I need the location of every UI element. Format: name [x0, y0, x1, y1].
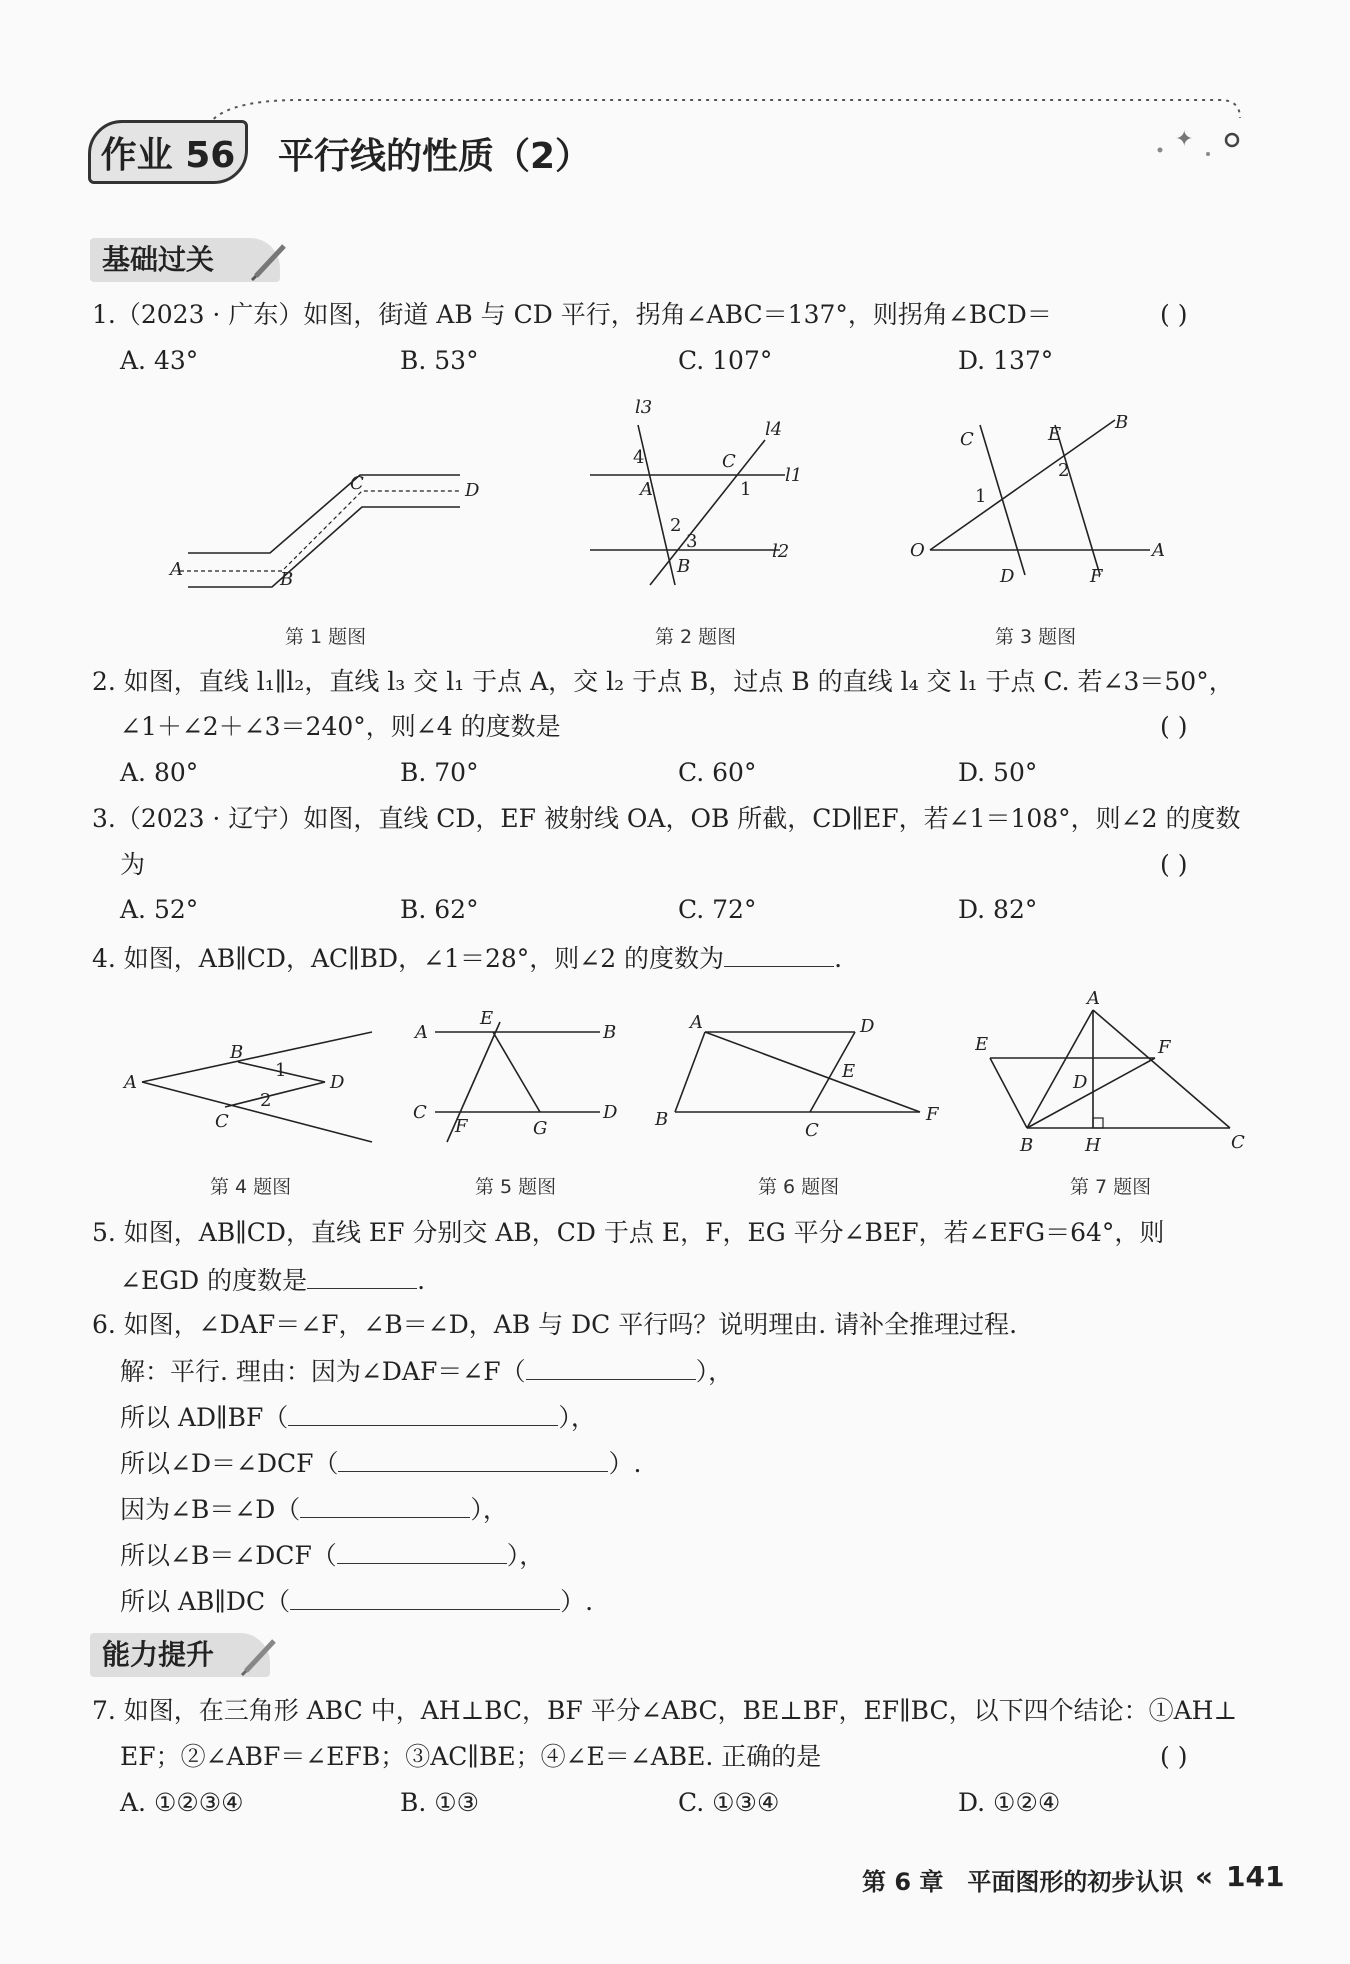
fig1-caption: 第 1 题图 [285, 626, 367, 648]
fig5-caption: 第 5 题图 [475, 1176, 557, 1198]
q6-step-1-blank[interactable] [526, 1353, 696, 1380]
q6-step-4-end: ）， [470, 1495, 508, 1524]
q6-step-5-text: 所以∠B＝∠DCF（ [120, 1541, 337, 1570]
q7-option-b: B. ①③ [400, 1788, 480, 1817]
q6-step-1 [120, 1353, 733, 1389]
fig3-label-e: E [1048, 424, 1062, 445]
figure-7 [975, 990, 1255, 1165]
fig2-label-b: B [677, 556, 691, 577]
fig2-label-l1: l1 [785, 465, 803, 486]
q6-step-5 [120, 1537, 544, 1573]
pencil-icon [250, 238, 290, 282]
fig6-label-f: F [926, 1104, 939, 1125]
fig3-label-b: B [1115, 412, 1129, 433]
fig5-label-a: A [415, 1022, 428, 1043]
page-title: 平行线的性质（2） [278, 136, 592, 177]
svg-text:✦: ✦ [1175, 127, 1194, 152]
q2-line1: 2. 如图，直线 l₁∥l₂，直线 l₃ 交 l₁ 于点 A，交 l₂ 于点 B，过点 B 的直线 l₄ 交 l₁ 于点 C. 若∠3＝50°， [92, 667, 1234, 696]
fig3-label-d: D [1000, 566, 1015, 587]
q5-line1: 5. 如图，AB∥CD，直线 EF 分别交 AB，CD 于点 E，F，EG 平分∠BEF，若∠EFG＝64°，则 [92, 1218, 1165, 1247]
q3-line2: 为 [120, 850, 146, 879]
fig2-label-l4: l4 [765, 419, 783, 440]
figure-1 [150, 395, 500, 615]
figure-5 [405, 1010, 625, 1160]
q7-option-a: A. ①②③④ [120, 1788, 244, 1817]
q5-line2: ∠EGD 的度数是 [120, 1266, 308, 1295]
q6-step-5-end: ）， [506, 1541, 545, 1570]
page-number: 141 [1226, 1860, 1285, 1893]
fig7-label-h: H [1085, 1135, 1101, 1156]
q7-option-d: D. ①②④ [958, 1788, 1061, 1817]
q6-step-4-text: 因为∠B＝∠D（ [120, 1495, 301, 1524]
figure-2 [580, 395, 820, 595]
fig5-label-d: D [603, 1102, 618, 1123]
fig3-label-c: C [960, 429, 974, 450]
q7-option-c: C. ①③④ [678, 1788, 780, 1817]
fig7-label-a: A [1087, 990, 1100, 1009]
q6-step-3 [120, 1445, 641, 1481]
q6-step-4 [120, 1491, 508, 1527]
fig3-label-2: 2 [1058, 460, 1070, 481]
fig6-label-a: A [690, 1012, 703, 1033]
fig7-label-e: E [975, 1034, 989, 1055]
fig5-label-c: C [413, 1102, 427, 1123]
q3-option-a: A. 52° [120, 895, 199, 924]
q6-step-5-blank[interactable] [337, 1537, 507, 1564]
q4-answer-blank[interactable] [724, 940, 834, 967]
fig1-label-b: B [280, 569, 294, 590]
fig3-label-1: 1 [975, 486, 987, 507]
figure-4 [120, 1010, 380, 1180]
q1-option-c: C. 107° [678, 346, 773, 375]
fig7-label-f: F [1158, 1037, 1171, 1058]
q4-text [92, 940, 842, 976]
fig5-label-f: F [455, 1116, 468, 1137]
q1-option-b: B. 53° [400, 346, 479, 375]
pencil-icon [240, 1633, 280, 1677]
fig5-label-e: E [480, 1010, 494, 1029]
q4-stem: 4. 如图，AB∥CD，AC∥BD，∠1＝28°，则∠2 的度数为 [92, 944, 725, 973]
q5-answer-blank[interactable] [307, 1262, 417, 1289]
fig4-label-2: 2 [260, 1090, 272, 1111]
fig7-caption: 第 7 题图 [1070, 1176, 1152, 1198]
q6-step-2-end: ）， [558, 1403, 596, 1432]
fig4-label-d: D [330, 1072, 345, 1093]
q2-option-c: C. 60° [678, 758, 757, 787]
fig2-label-c: C [722, 451, 736, 472]
q6-step-1-text: 解：平行. 理由：因为∠DAF＝∠F（ [120, 1357, 526, 1386]
q1-option-a: A. 43° [120, 346, 199, 375]
fig6-caption: 第 6 题图 [758, 1176, 840, 1198]
fig5-label-g: G [533, 1118, 548, 1139]
q7-line1: 7. 如图，在三角形 ABC 中，AH⊥BC，BF 平分∠ABC，BE⊥BF，EF∥BC，以下四个结论：①AH⊥ [92, 1696, 1237, 1725]
fig7-label-b: B [1020, 1135, 1034, 1156]
fig4-label-a: A [124, 1072, 137, 1093]
fig7-label-c: C [1231, 1132, 1245, 1153]
q2-option-a: A. 80° [120, 758, 199, 787]
q1-option-d: D. 137° [958, 346, 1054, 375]
q6-step-3-blank[interactable] [338, 1445, 608, 1472]
fig6-label-b: B [655, 1109, 669, 1130]
q3-answer-paren: ( ) [1160, 850, 1188, 879]
fig3-label-f: F [1090, 566, 1103, 587]
q7-line2: EF；②∠ABF＝∠EFB；③AC∥BE；④∠E＝∠ABE. 正确的是 [120, 1742, 822, 1771]
fig3-caption: 第 3 题图 [995, 626, 1077, 648]
fig2-label-2: 2 [670, 515, 682, 536]
q6-step-6-text: 所以 AB∥DC（ [120, 1587, 291, 1616]
q3-line1: 3.（2023 · 辽宁）如图，直线 CD，EF 被射线 OA，OB 所截，CD∥EF，若∠1＝108°，则∠2 的度数 [92, 804, 1241, 833]
fig2-label-l2: l2 [772, 541, 790, 562]
fig4-caption: 第 4 题图 [210, 1176, 292, 1198]
assignment-badge: 作业 56 [88, 120, 248, 184]
section-basic: 基础过关 [90, 238, 280, 282]
q6-step-4-blank[interactable] [300, 1491, 470, 1518]
q2-line2: ∠1＋∠2＋∠3＝240°，则∠4 的度数是 [120, 712, 561, 741]
q7-answer-paren: ( ) [1160, 1742, 1188, 1771]
footer-chapter: 第 6 章 平面图形的初步认识 [862, 1868, 1184, 1896]
q6-step-6-blank[interactable] [290, 1583, 560, 1610]
q2-option-b: B. 70° [400, 758, 479, 787]
q3-option-d: D. 82° [958, 895, 1038, 924]
fig4-label-1: 1 [275, 1060, 287, 1081]
q6-step-6-end: ）. [560, 1587, 594, 1616]
q2-answer-paren: ( ) [1160, 712, 1188, 741]
fig2-label-l3: l3 [635, 397, 653, 418]
q5-line2-wrap [120, 1262, 425, 1298]
q6-step-2-text: 所以 AD∥BF（ [120, 1403, 289, 1432]
footer-arrows: « [1195, 1860, 1214, 1893]
q6-step-2 [120, 1399, 596, 1435]
fig3-label-o: O [910, 540, 925, 561]
q2-option-d: D. 50° [958, 758, 1038, 787]
fig1-label-a: A [170, 559, 183, 580]
fig7-label-d: D [1073, 1072, 1088, 1093]
q6-stem: 6. 如图，∠DAF＝∠F，∠B＝∠D，AB 与 DC 平行吗？说明理由. 请补全推理过程. [92, 1310, 1018, 1339]
fig5-label-b: B [603, 1022, 617, 1043]
fig3-label-a: A [1152, 540, 1165, 561]
section-advanced: 能力提升 [90, 1633, 270, 1677]
q6-step-3-end: ）. [608, 1449, 642, 1478]
q6-step-6 [120, 1583, 593, 1619]
fig1-label-d: D [465, 480, 480, 501]
fig1-label-c: C [350, 473, 364, 494]
q5-end: . [417, 1266, 426, 1295]
figure-3 [900, 400, 1180, 600]
q3-option-c: C. 72° [678, 895, 757, 924]
q6-step-2-blank[interactable] [288, 1399, 558, 1426]
q6-step-3-text: 所以∠D＝∠DCF（ [120, 1449, 339, 1478]
fig6-label-e: E [842, 1061, 856, 1082]
fig4-label-c: C [215, 1111, 229, 1132]
fig6-label-d: D [860, 1016, 875, 1037]
figure-6 [650, 1010, 950, 1160]
fig6-label-c: C [805, 1120, 819, 1141]
q3-option-b: B. 62° [400, 895, 479, 924]
q1-answer-paren: ( ) [1160, 300, 1188, 329]
fig2-label-1: 1 [740, 479, 752, 500]
fig2-label-4: 4 [633, 447, 645, 468]
q1-stem: 1.（2023 · 广东）如图，街道 AB 与 CD 平行，拐角∠ABC＝137°，则拐角∠BCD＝ [92, 300, 1052, 329]
fig4-label-b: B [230, 1042, 244, 1063]
fig2-label-a: A [640, 479, 653, 500]
fig2-caption: 第 2 题图 [655, 626, 737, 648]
fig2-label-3: 3 [686, 531, 698, 552]
q4-end: . [834, 944, 843, 973]
q6-step-1-end: ）， [695, 1357, 734, 1386]
